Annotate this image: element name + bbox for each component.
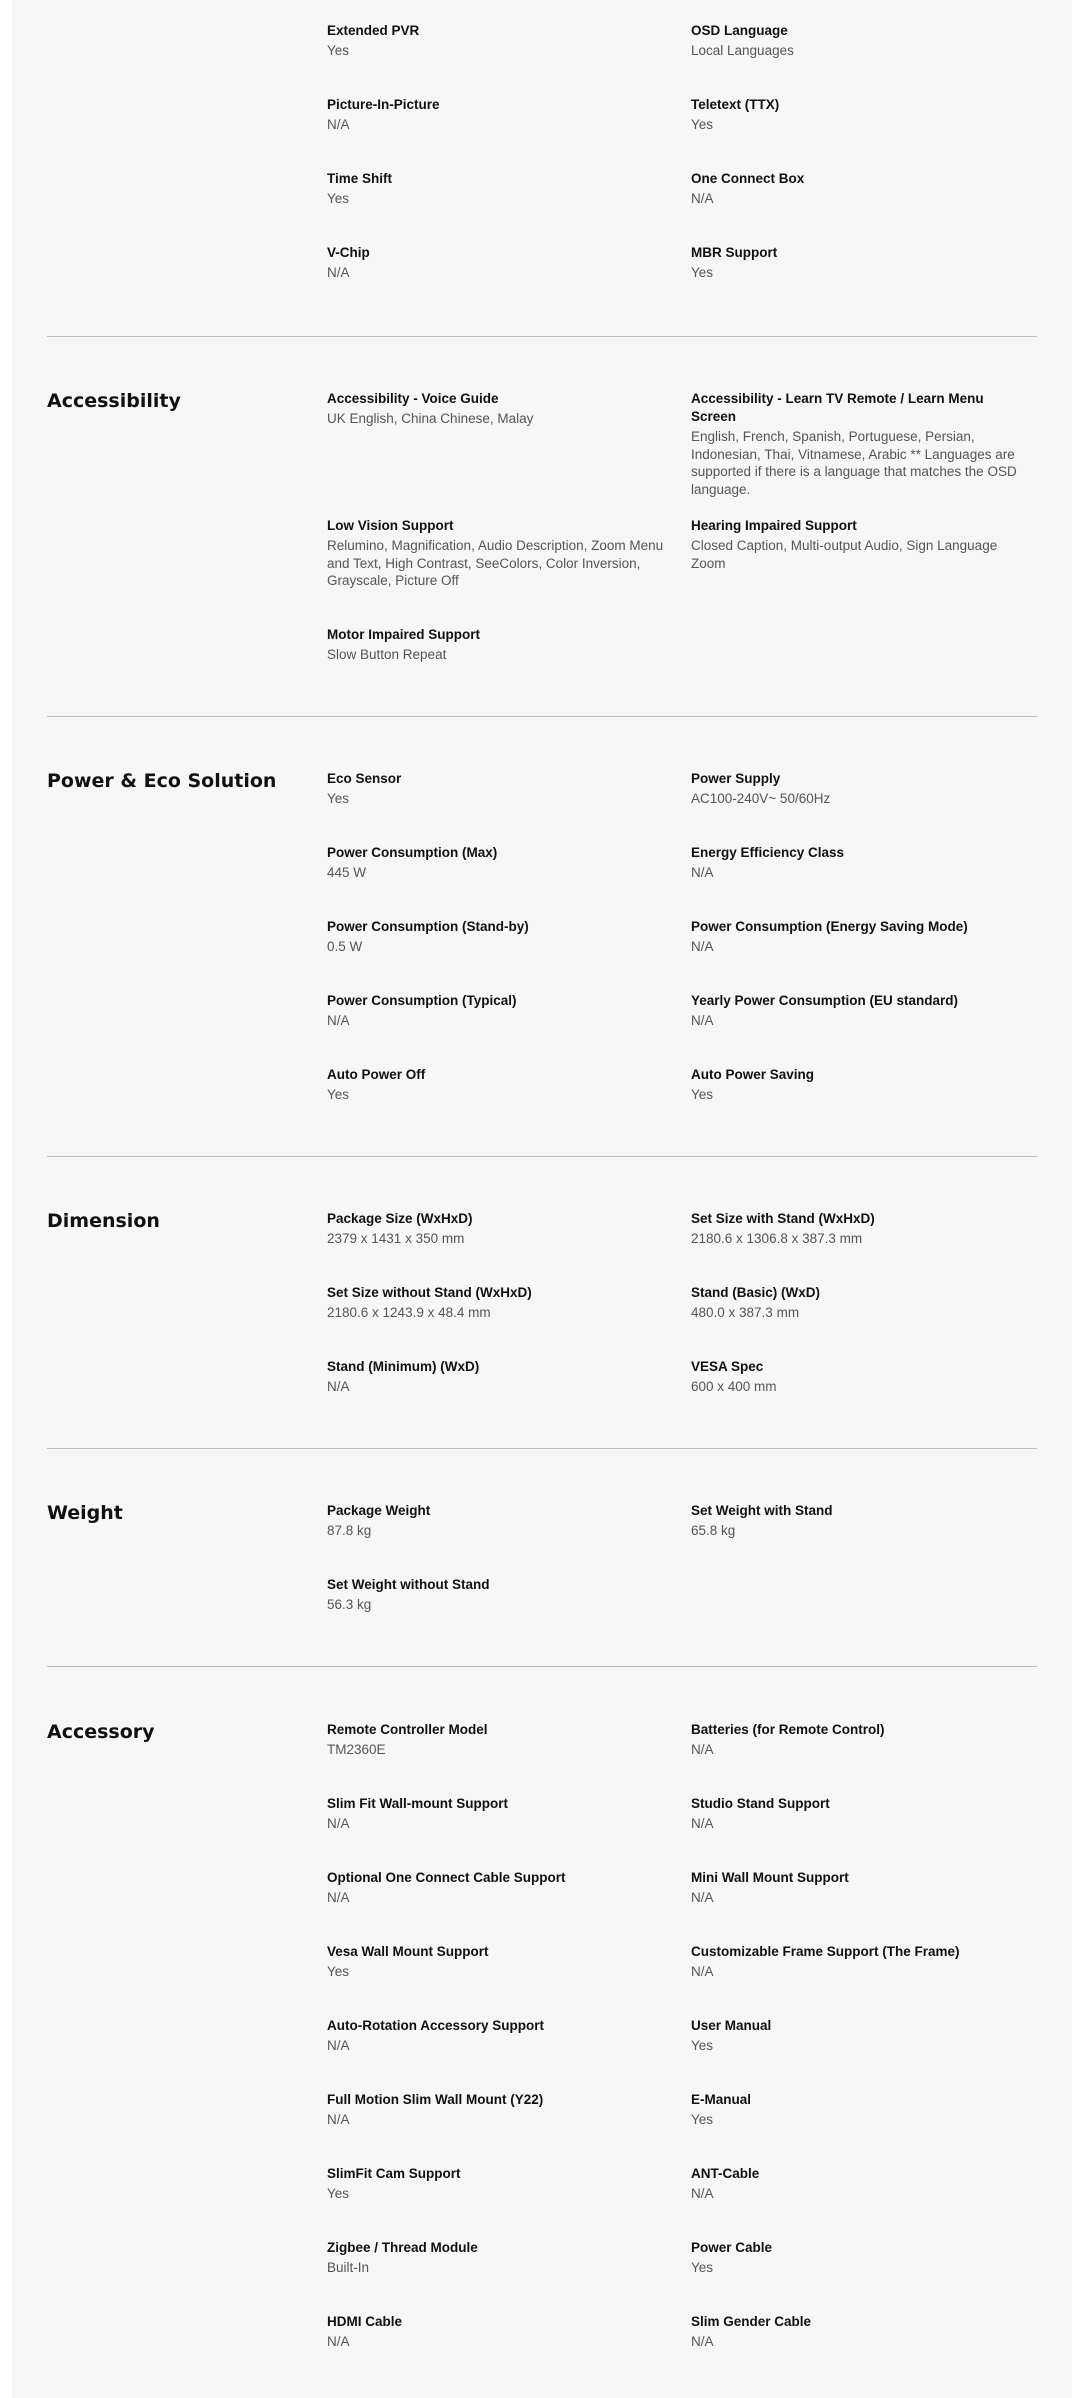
spec-value: N/A	[691, 1890, 714, 1905]
spec-value: N/A	[691, 1816, 714, 1831]
spec-item	[327, 390, 667, 428]
spec-value: 445 W	[327, 865, 367, 880]
spec-item	[327, 22, 667, 60]
spec-label: MBR Support	[691, 245, 778, 260]
spec-value: 56.3 kg	[327, 1597, 372, 1612]
section-divider	[47, 1156, 1037, 1157]
spec-item	[691, 96, 1031, 134]
spec-label: Package Weight	[327, 1503, 431, 1518]
spec-value: 480.0 x 387.3 mm	[691, 1305, 800, 1320]
spec-label: Power Consumption (Stand-by)	[327, 919, 529, 934]
spec-label: Yearly Power Consumption (EU standard)	[691, 993, 959, 1008]
spec-item	[691, 517, 1031, 572]
spec-value: Yes	[327, 2186, 350, 2201]
spec-label: One Connect Box	[691, 171, 805, 186]
spec-value: Yes	[691, 265, 714, 280]
spec-label: User Manual	[691, 2018, 772, 2033]
spec-item	[691, 2091, 1031, 2129]
spec-value: 2180.6 x 1243.9 x 48.4 mm	[327, 1305, 491, 1320]
spec-value: N/A	[691, 1964, 714, 1979]
spec-value: TM2360E	[327, 1742, 386, 1757]
spec-value: AC100-240V~ 50/60Hz	[691, 791, 831, 806]
spec-item	[327, 1721, 667, 1759]
section-divider	[47, 1666, 1037, 1667]
section-title: Dimension	[47, 1210, 160, 1232]
spec-item	[691, 244, 1031, 282]
spec-value: N/A	[327, 265, 350, 280]
spec-value: English, French, Spanish, Portuguese, Persian, Indonesian, Thai, Vitnamese, Arabic ** Languages are supported if there is a language that matches the OSD language.	[691, 429, 1017, 497]
spec-item	[327, 1795, 667, 1833]
spec-item	[691, 170, 1031, 208]
section-divider	[47, 336, 1037, 337]
spec-item	[691, 1066, 1031, 1104]
spec-value: Closed Caption, Multi-output Audio, Sign Language Zoom	[691, 538, 998, 571]
spec-value: Yes	[691, 2260, 714, 2275]
spec-label: Power Cable	[691, 2240, 773, 2255]
section-title: Weight	[47, 1502, 123, 1524]
section-divider	[47, 1448, 1037, 1449]
spec-item	[691, 1721, 1031, 1759]
spec-item	[691, 1284, 1031, 1322]
spec-item	[691, 22, 1031, 60]
spec-item	[327, 2239, 667, 2277]
spec-value: Yes	[691, 1087, 714, 1102]
spec-label: Stand (Basic) (WxD)	[691, 1285, 821, 1300]
spec-item	[327, 2313, 667, 2351]
spec-value: N/A	[691, 1013, 714, 1028]
spec-value: N/A	[691, 1742, 714, 1757]
spec-item	[327, 844, 667, 882]
spec-value: Yes	[327, 43, 350, 58]
spec-label: Set Size without Stand (WxHxD)	[327, 1285, 532, 1300]
spec-item	[327, 96, 667, 134]
spec-label: Low Vision Support	[327, 518, 454, 533]
section-title: Accessory	[47, 1721, 155, 1743]
spec-value: N/A	[691, 2334, 714, 2349]
section-title: Power & Eco Solution	[47, 770, 277, 792]
spec-item	[691, 2165, 1031, 2203]
spec-value: Yes	[327, 791, 350, 806]
spec-label: Vesa Wall Mount Support	[327, 1944, 489, 1959]
spec-item	[691, 1210, 1031, 1248]
spec-item	[327, 626, 667, 664]
spec-value: 0.5 W	[327, 939, 363, 954]
spec-label: Set Size with Stand (WxHxD)	[691, 1211, 875, 1226]
section-title: Accessibility	[47, 390, 181, 412]
spec-label: Power Consumption (Typical)	[327, 993, 517, 1008]
spec-label: Auto-Rotation Accessory Support	[327, 2018, 545, 2033]
spec-label: Picture-In-Picture	[327, 97, 440, 112]
spec-label: HDMI Cable	[327, 2314, 403, 2329]
spec-item	[327, 1066, 667, 1104]
spec-label: VESA Spec	[691, 1359, 764, 1374]
spec-value: Relumino, Magnification, Audio Description, Zoom Menu and Text, High Contrast, SeeColors, Color Inversion, Grayscale, Picture Off	[327, 538, 664, 588]
spec-item	[327, 2017, 667, 2055]
spec-value: Slow Button Repeat	[327, 647, 447, 662]
spec-item	[691, 2313, 1031, 2351]
spec-label: Studio Stand Support	[691, 1796, 830, 1811]
spec-label: Teletext (TTX)	[691, 97, 780, 112]
spec-value: 65.8 kg	[691, 1523, 736, 1538]
spec-value: 2379 x 1431 x 350 mm	[327, 1231, 465, 1246]
spec-label: Accessibility - Learn TV Remote / Learn Menu Screen	[691, 391, 984, 424]
spec-item	[691, 2017, 1031, 2055]
spec-value: 87.8 kg	[327, 1523, 372, 1538]
spec-item	[327, 1284, 667, 1322]
spec-value: N/A	[327, 1816, 350, 1831]
spec-value: N/A	[327, 2038, 350, 2053]
spec-value: Local Languages	[691, 43, 794, 58]
spec-value: Yes	[327, 191, 350, 206]
spec-item	[327, 2091, 667, 2129]
spec-value: N/A	[327, 1013, 350, 1028]
spec-item	[327, 517, 667, 590]
spec-item	[327, 170, 667, 208]
spec-item	[327, 1358, 667, 1396]
spec-item	[327, 2165, 667, 2203]
spec-label: Eco Sensor	[327, 771, 402, 786]
spec-label: Auto Power Saving	[691, 1067, 815, 1082]
spec-value: Yes	[691, 2038, 714, 2053]
spec-label: ANT-Cable	[691, 2166, 760, 2181]
spec-item	[327, 1869, 667, 1907]
spec-value: N/A	[327, 117, 350, 132]
spec-label: Optional One Connect Cable Support	[327, 1870, 566, 1885]
spec-label: Power Consumption (Energy Saving Mode)	[691, 919, 968, 934]
spec-value: N/A	[327, 2334, 350, 2349]
spec-item	[691, 1943, 1031, 1981]
spec-label: Time Shift	[327, 171, 393, 186]
spec-item	[327, 1210, 667, 1248]
spec-label: Slim Gender Cable	[691, 2314, 812, 2329]
spec-item	[327, 992, 667, 1030]
spec-page	[12, 0, 1072, 2398]
spec-value: Yes	[327, 1087, 350, 1102]
spec-item	[691, 1869, 1031, 1907]
spec-label: Full Motion Slim Wall Mount (Y22)	[327, 2092, 544, 2107]
spec-label: V-Chip	[327, 245, 370, 260]
spec-value: Yes	[691, 2112, 714, 2127]
spec-value: Built-In	[327, 2260, 370, 2275]
spec-label: Power Supply	[691, 771, 781, 786]
spec-label: SlimFit Cam Support	[327, 2166, 461, 2181]
spec-label: Accessibility - Voice Guide	[327, 391, 499, 406]
spec-value: N/A	[327, 1890, 350, 1905]
spec-item	[691, 390, 1031, 498]
spec-value: N/A	[691, 2186, 714, 2201]
spec-item	[691, 918, 1031, 956]
spec-item	[327, 1502, 667, 1540]
spec-label: Auto Power Off	[327, 1067, 426, 1082]
spec-label: Batteries (for Remote Control)	[691, 1722, 885, 1737]
spec-value: Yes	[691, 117, 714, 132]
spec-item	[691, 2239, 1031, 2277]
spec-item	[691, 1358, 1031, 1396]
spec-value: 2180.6 x 1306.8 x 387.3 mm	[691, 1231, 863, 1246]
spec-item	[691, 992, 1031, 1030]
spec-label: Package Size (WxHxD)	[327, 1211, 473, 1226]
spec-label: Power Consumption (Max)	[327, 845, 498, 860]
spec-value: N/A	[691, 865, 714, 880]
spec-item	[327, 244, 667, 282]
spec-label: Set Weight without Stand	[327, 1577, 490, 1592]
spec-value: N/A	[327, 1379, 350, 1394]
spec-item	[691, 1502, 1031, 1540]
spec-value: 600 x 400 mm	[691, 1379, 777, 1394]
spec-item	[327, 770, 667, 808]
spec-value: N/A	[691, 191, 714, 206]
spec-label: Stand (Minimum) (WxD)	[327, 1359, 480, 1374]
spec-value: Yes	[327, 1964, 350, 1979]
spec-value: N/A	[327, 2112, 350, 2127]
spec-label: OSD Language	[691, 23, 788, 38]
spec-item	[691, 844, 1031, 882]
section-divider	[47, 716, 1037, 717]
spec-item	[691, 1795, 1031, 1833]
spec-value: N/A	[691, 939, 714, 954]
spec-item	[327, 918, 667, 956]
spec-label: Energy Efficiency Class	[691, 845, 845, 860]
spec-label: Slim Fit Wall-mount Support	[327, 1796, 508, 1811]
spec-item	[327, 1943, 667, 1981]
spec-label: Extended PVR	[327, 23, 420, 38]
spec-label: Customizable Frame Support (The Frame)	[691, 1944, 960, 1959]
spec-value: UK English, China Chinese, Malay	[327, 411, 534, 426]
spec-label: Mini Wall Mount Support	[691, 1870, 849, 1885]
spec-label: Set Weight with Stand	[691, 1503, 833, 1518]
spec-label: E-Manual	[691, 2092, 752, 2107]
spec-label: Zigbee / Thread Module	[327, 2240, 478, 2255]
spec-label: Motor Impaired Support	[327, 627, 480, 642]
spec-label: Remote Controller Model	[327, 1722, 488, 1737]
spec-label: Hearing Impaired Support	[691, 518, 857, 533]
spec-item	[327, 1576, 667, 1614]
spec-item	[691, 770, 1031, 808]
